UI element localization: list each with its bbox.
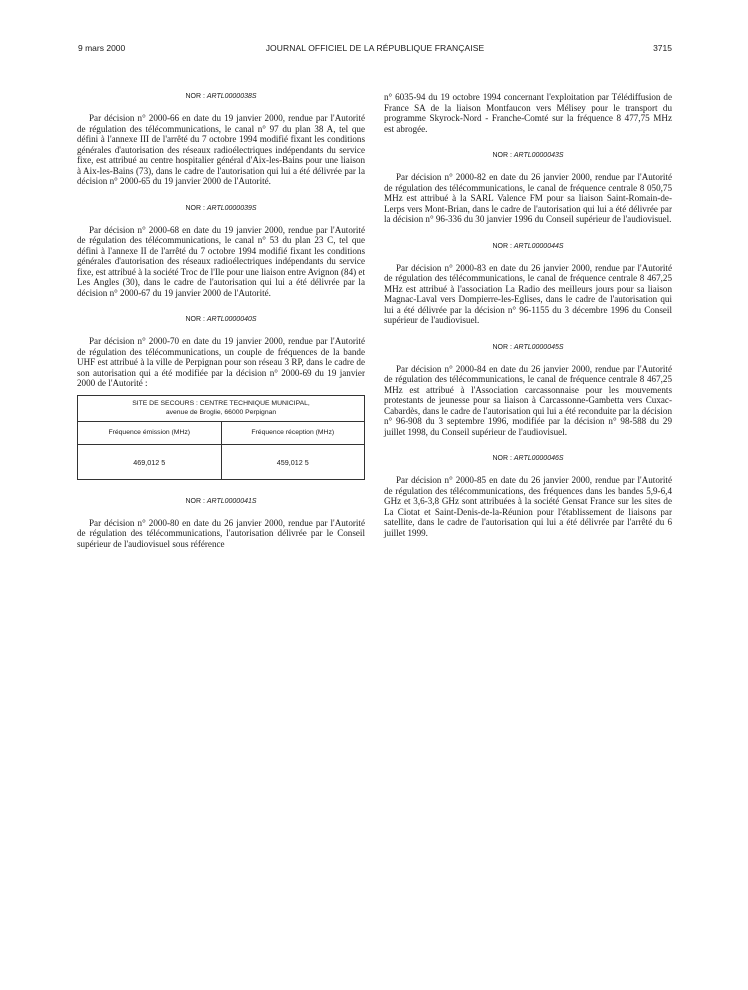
- section-ARTL0000046S: [384, 454, 672, 538]
- page-number: 3715: [653, 43, 672, 53]
- decision-text: Par décision n° 2000-83 en date du 26 janvier 2000, rendue par l'Autorité de régulation des télécommunications, le canal de fréquence centrale 8 467,25 MHz est attribué à l'association La Radio des meilleurs jours pour sa liaison Magnac-Laval vers Dompierre-les-Eglises, dans le cadre de l'autorisation qui lui a été délivrée par la décision n° 96-1155 du 3 décembre 1996 du Conseil supérieur de l'audiovisuel.: [384, 262, 672, 325]
- nor-reference: NOR : ARTL0000043S: [492, 152, 564, 159]
- nor-reference: NOR : ARTL0000045S: [492, 343, 564, 351]
- table-site-header: SITE DE SECOURS : CENTRE TECHNIQUE MUNICIPAL, avenue de Broglie, 66000 Perpignan: [78, 396, 364, 422]
- nor-reference: NOR : ARTL0000038S: [185, 93, 257, 100]
- nor-reference: NOR : ARTL0000046S: [492, 455, 564, 462]
- section-ARTL0000038S: [77, 92, 365, 187]
- table-row: [78, 445, 364, 479]
- section-ARTL0000045S: [384, 343, 672, 438]
- decision-text: Par décision n° 2000-82 en date du 26 janvier 2000, rendue par l'Autorité de régulation des télécommunications, le canal de fréquence centrale 8 050,75 MHz est attribué à la SARL Valence FM pour sa liaison Saint-Romain-de-Lerps vers Mont-Brian, dans le cadre de l'autorisation qui lui a été délivrée par la décision n° 96-336 du 30 janvier 1996 du Conseil supérieur de l'audiovisuel.: [384, 172, 672, 224]
- column-header-emission: Fréquence émission (MHz): [78, 422, 221, 445]
- section-ARTL0000043S: [384, 151, 672, 225]
- nor-reference: NOR : ARTL0000039S: [185, 204, 257, 212]
- section-ARTL0000044S: [384, 242, 672, 326]
- table-header-row: [78, 422, 364, 445]
- decision-text: Par décision n° 2000-84 en date du 26 janvier 2000, rendue par l'Autorité de régulation des télécommunications, le canal de fréquence centrale 8 467,25 MHz est attribué à l'Association carcassonnaise pour les mouvements protestants de jeunesse pour sa liaison à Carcassonne-Gambetta vers Cuxac-Cabardès, dans le cadre de l'autorisation qui lui a été reconduite par la décision n° 96-908 du 3 septembre 1996, modifiée par la décision n° 98-588 du 29 juillet 1998, du Conseil supérieur de l'audiovisuel.: [384, 363, 672, 437]
- issue-date: 9 mars 2000: [78, 43, 126, 53]
- nor-reference: NOR : ARTL0000041S: [185, 497, 257, 505]
- emission-value: 469,012 5: [133, 457, 166, 467]
- section-ARTL0000041S: [77, 497, 365, 550]
- decision-text: Par décision n° 2000-85 en date du 26 janvier 2000, rendue par l'Autorité de régulation des télécommunications, des fréquences dans les bandes 5,9-6,4 GHz et 3,6-3,8 GHz sont attribuées à la société Gensat France sur les sites de La Ciotat et Saint-Denis-de-la-Réunion pour l'établissement de liaisons par satellite, dans le cadre de l'autorisation qui lui a été délivrée par l'arrêté du 6 juillet 1999.: [384, 475, 672, 538]
- continued-text: n° 6035-94 du 19 octobre 1994 concernant l'exploitation par Télédiffusion de France SA de la liaison Montfaucon vers Mélisey pour le transport du programme Skyrock-Nord - Franche-Comté sur la fréquence 8 477,75 MHz est abrogée.: [384, 92, 672, 134]
- decision-text: Par décision n° 2000-68 en date du 19 janvier 2000, rendue par l'Autorité de régulation des télécommunications, le canal n° 53 du plan 23 C, tel que défini à l'annexe II de l'arrêté du 7 octobre 1994 modifié fixant les conditions générales d'autorisation des réseaux radioélectriques indépendants du service fixe, est attribué à la société Troc de l'Ile pour une liaison entre Avignon (84) et Les Angles (30), dans le cadre de l'autorisation qui lui a été délivrée par la décision n° 2000-67 du 19 janvier 2000 de l'Autorité.: [77, 224, 365, 298]
- page-header: [78, 43, 672, 55]
- decision-text: Par décision n° 2000-70 en date du 19 janvier 2000, rendue par l'Autorité de régulation des télécommunications, un couple de fréquences de la bande UHF est attribué à la ville de Perpignan pour son réseau 3 RP, dans le cadre de son autorisation qui a été modifiée par la décision n° 2000-69 du 19 janvier 2000 de l'Autorité :: [77, 336, 365, 388]
- left-column: [77, 92, 365, 549]
- section-ARTL0000040S: [77, 315, 365, 389]
- column-header-reception: Fréquence réception (MHz): [221, 422, 365, 445]
- right-column: [384, 92, 672, 538]
- journal-title: JOURNAL OFFICIEL DE LA RÉPUBLIQUE FRANÇAISE: [265, 43, 485, 53]
- nor-reference: NOR : ARTL0000040S: [185, 316, 257, 323]
- reception-value: 459,012 5: [221, 445, 365, 479]
- section-ARTL0000039S: [77, 204, 365, 299]
- frequency-table: [77, 395, 365, 480]
- nor-reference: NOR : ARTL0000044S: [492, 242, 564, 250]
- decision-text: Par décision n° 2000-66 en date du 19 janvier 2000, rendue par l'Autorité de régulation des télécommunications, le canal n° 97 du plan 38 A, tel que défini à l'annexe III de l'arrêté du 7 octobre 1994 modifié fixant les conditions générales d'autorisation des réseaux radioélectriques indépendants du service fixe, est attribué au centre hospitalier général d'Aix-les-Bains pour une liaison à Aix-les-Bains (73), dans le cadre de l'autorisation qui lui a été délivrée par la décision n° 2000-65 du 19 janvier 2000 de l'Autorité.: [77, 113, 365, 186]
- decision-text: Par décision n° 2000-80 en date du 26 janvier 2000, rendue par l'Autorité de régulation des télécommunications, l'autorisation délivrée par le Conseil supérieur de l'audiovisuel sous référence: [77, 517, 365, 549]
